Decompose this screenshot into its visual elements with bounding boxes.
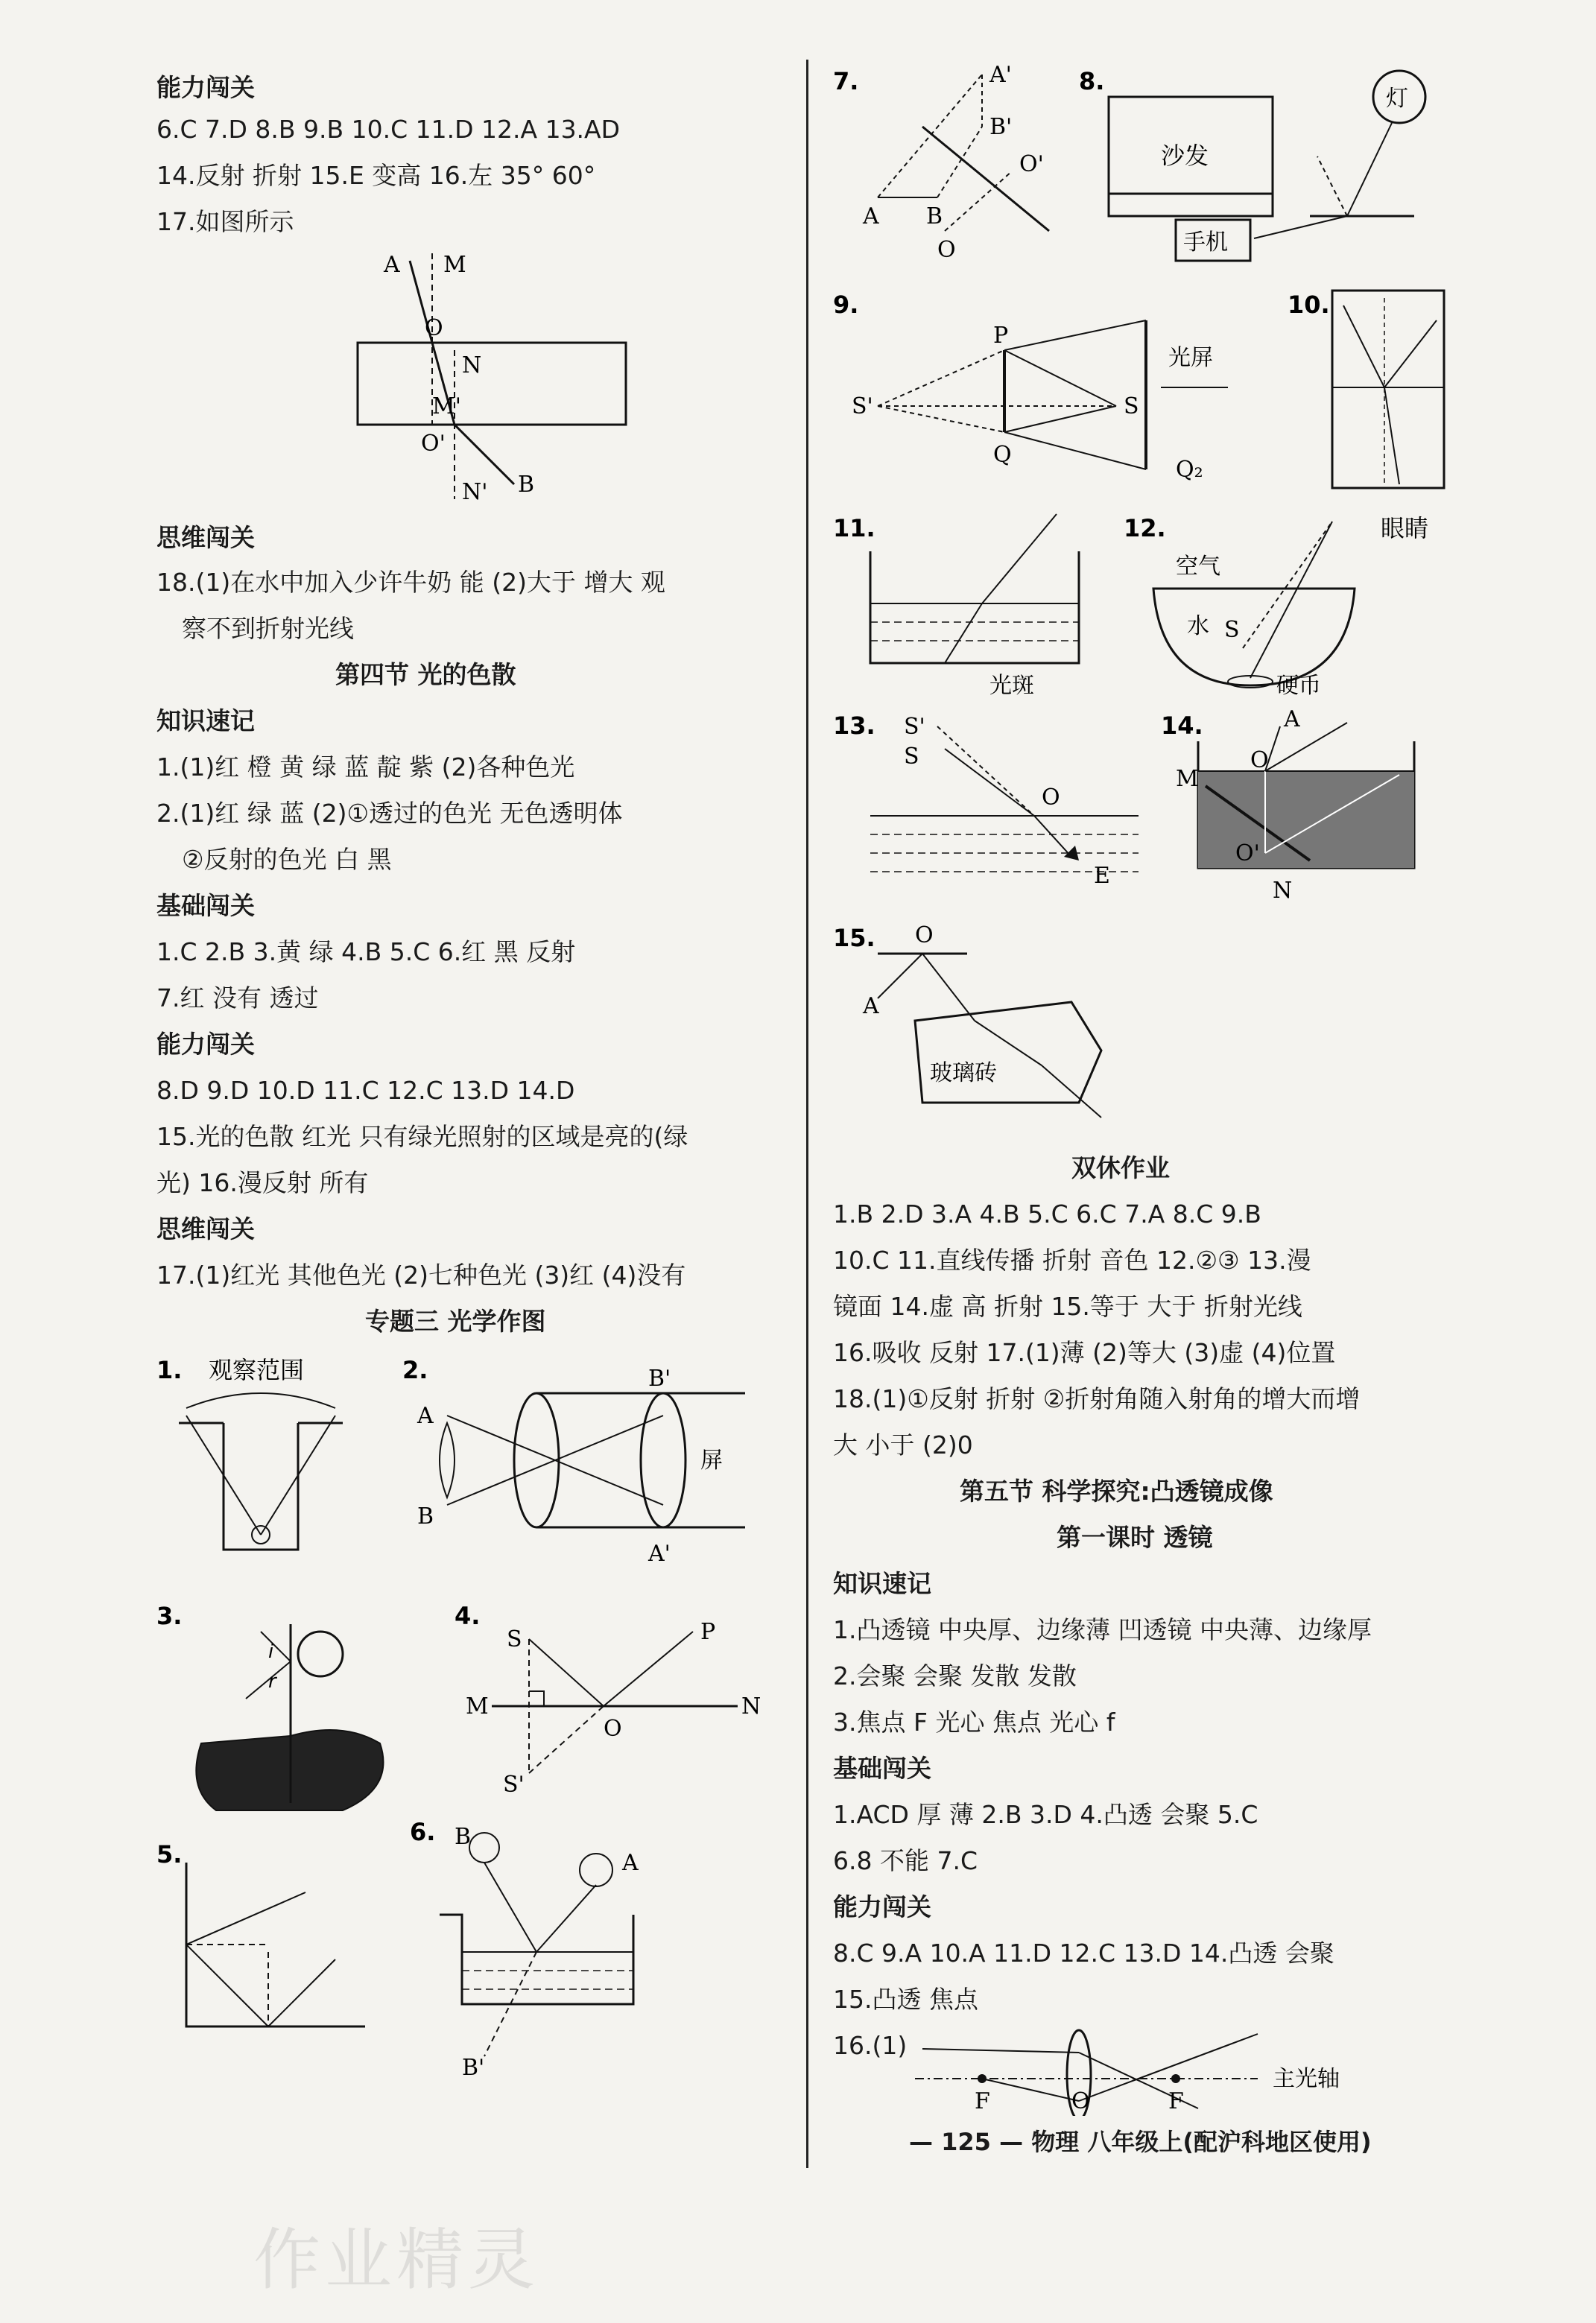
section-heading: 能力闯关 [156, 73, 255, 102]
page-footer: — 125 — 物理 八年级上(配沪科地区使用) [909, 2128, 1372, 2156]
label-M-prime: M' [432, 393, 461, 419]
answer-line: 8.D 9.D 10.D 11.C 12.C 13.D 14.D [156, 1076, 575, 1105]
label-N: N [1273, 878, 1293, 904]
label-S-prime: S' [904, 714, 925, 740]
answer-line: 17.如图所示 [156, 207, 294, 236]
answer-line: 1.C 2.B 3.黄 绿 4.B 5.C 6.红 黑 反射 [156, 937, 576, 966]
label-B: B [518, 472, 535, 498]
label-O: O [915, 922, 934, 948]
column-divider [806, 60, 808, 2168]
label-r: r [268, 1670, 276, 1693]
answer-line: 1.B 2.D 3.A 4.B 5.C 6.C 7.A 8.C 9.B [833, 1199, 1261, 1229]
section-title: 专题三 光学作图 [365, 1307, 546, 1336]
label-A-prime: A' [648, 1541, 671, 1567]
fig-number: 7. [833, 67, 859, 95]
label-O: O [604, 1716, 622, 1742]
sofa-label: 沙发 [1161, 142, 1209, 170]
coin-label: 硬币 [1276, 673, 1321, 699]
answer-line: 察不到折射光线 [182, 614, 354, 643]
label-F-left: F [975, 2088, 990, 2114]
figure-12-coin-bowl [1124, 507, 1466, 700]
answer-line: 17.(1)红光 其他色光 (2)七种色光 (3)红 (4)没有 [156, 1261, 686, 1290]
label-screen: 屏 [700, 1448, 723, 1474]
girl-icon [298, 1632, 343, 1676]
label-A: A [417, 1403, 434, 1429]
air-label: 空气 [1176, 554, 1220, 580]
glass-brick-label: 玻璃砖 [930, 1060, 997, 1086]
figure-9-screen [833, 283, 1280, 499]
light-screen-label: 光屏 [1168, 345, 1213, 371]
candle-flame-icon [440, 1423, 455, 1498]
label-O: O [1250, 747, 1269, 773]
moon-icon [469, 1833, 499, 1863]
fig-number: 9. [833, 291, 859, 319]
label-B: B [417, 1503, 434, 1530]
label-M: M [443, 252, 466, 278]
answer-line: 1.(1)红 橙 黄 绿 蓝 靛 紫 (2)各种色光 [156, 752, 575, 782]
fig-number: 4. [455, 1602, 481, 1630]
label-E: E [1094, 863, 1110, 889]
answer-line: 16.(1) [833, 2031, 908, 2060]
label-A: A [863, 203, 879, 229]
answer-line: 10.C 11.直线传播 折射 音色 12.②③ 13.漫 [833, 1246, 1311, 1275]
section-title: 第四节 光的色散 [335, 660, 516, 689]
fig-number: 5. [156, 1840, 183, 1869]
figure-17-refraction [350, 246, 693, 514]
figure-5-corner-mirror [156, 1833, 380, 2056]
label-O-prime: O' [1235, 840, 1260, 866]
section-heading: 思维闯关 [156, 1214, 255, 1243]
label-S: S [904, 744, 919, 770]
fig-title: 观察范围 [209, 1356, 305, 1384]
section-heading: 基础闯关 [156, 891, 255, 920]
label-N: N [462, 352, 482, 378]
answer-line: 15.凸透 焦点 [833, 1985, 978, 2014]
section-heading: 能力闯关 [156, 1030, 255, 1059]
light-spot-label: 光斑 [989, 673, 1034, 699]
figure-15-glass-brick [833, 916, 1146, 1125]
answer-line: 14.反射 折射 15.E 变高 16.左 35° 60° [156, 161, 596, 190]
figure-13-fish [833, 704, 1146, 898]
monkey-icon [580, 1854, 612, 1886]
label-O: O [425, 315, 443, 341]
label-A: A [622, 1850, 639, 1876]
answer-line: 18.(1)在水中加入少许牛奶 能 (2)大于 增大 观 [156, 568, 665, 597]
figure-11-light-spot [833, 507, 1116, 700]
fig-number: 11. [833, 514, 875, 542]
answer-line: 15.光的色散 红光 只有绿光照射的区域是亮的(绿 [156, 1122, 688, 1151]
section-title: 第一课时 透镜 [1057, 1523, 1213, 1552]
label-M: M [1176, 766, 1199, 792]
fig-number: 2. [402, 1356, 428, 1384]
section-heading: 知识速记 [833, 1569, 931, 1598]
figure-6-water-reflection [410, 1810, 723, 2079]
answer-line: 18.(1)①反射 折射 ②折射角随入射角的增大而增 [833, 1384, 1361, 1413]
label-O-prime: O' [421, 431, 446, 457]
label-S-prime: S' [852, 393, 873, 419]
principal-axis-label: 主光轴 [1273, 2066, 1340, 2092]
label-S: S [1124, 393, 1139, 419]
section-heading: 知识速记 [156, 706, 255, 735]
label-N: N [741, 1693, 761, 1720]
phone-label: 手机 [1183, 229, 1228, 256]
label-i: i [268, 1641, 274, 1663]
label-P: P [993, 323, 1009, 349]
label-B: B [926, 203, 943, 229]
answer-line: 1.凸透镜 中央厚、边缘薄 凹透镜 中央薄、边缘厚 [833, 1615, 1372, 1644]
eye-label: 眼睛 [1381, 514, 1429, 542]
water-label: 水 [1187, 613, 1209, 639]
label-S-prime: S' [503, 1772, 525, 1798]
fig-number: 1. [156, 1356, 183, 1384]
figure-3-mirror-girl [156, 1594, 402, 1818]
answer-line: 8.C 9.A 10.A 11.D 12.C 13.D 14.凸透 会聚 [833, 1939, 1334, 1968]
section-heading: 能力闯关 [833, 1892, 931, 1921]
figure-4-plane-mirror [455, 1594, 767, 1818]
section-heading: 思维闯关 [156, 523, 255, 552]
answer-line: 3.焦点 F 光心 焦点 光心 f [833, 1708, 1115, 1737]
label-Q: Q [993, 442, 1012, 468]
figure-10-glass [1288, 283, 1459, 499]
figure-8-sofa-lamp [1079, 60, 1451, 283]
fig-number: 8. [1079, 67, 1105, 95]
fig-number: 12. [1124, 514, 1166, 542]
answer-line: ②反射的色光 白 黑 [182, 845, 392, 874]
answer-line: 光) 16.漫反射 所有 [156, 1168, 369, 1197]
fig-number: 10. [1288, 291, 1330, 319]
label-S: S [507, 1626, 522, 1652]
section-heading: 基础闯关 [833, 1754, 931, 1783]
answer-line: 6.8 不能 7.C [833, 1846, 978, 1875]
label-B-prime: B' [648, 1366, 671, 1392]
answer-line: 7.红 没有 透过 [156, 983, 319, 1012]
label-O-prime: O' [1019, 151, 1044, 177]
figure-14-water-mirror [1161, 704, 1459, 905]
label-P: P [700, 1619, 716, 1645]
figure-2-pinhole [402, 1349, 760, 1572]
label-B-prime: B' [462, 2055, 485, 2079]
label-A: A [1284, 706, 1300, 732]
fig-number: 6. [410, 1818, 436, 1846]
answer-line: 6.C 7.D 8.B 9.B 10.C 11.D 12.A 13.AD [156, 115, 621, 144]
answer-line: 16.吸收 反射 17.(1)薄 (2)等大 (3)虚 (4)位置 [833, 1338, 1336, 1367]
label-A-prime: A' [989, 62, 1012, 88]
watermark: 作业精灵 [253, 2221, 539, 2299]
answer-line: 2.会聚 会聚 发散 发散 [833, 1661, 1077, 1690]
label-S: S [1224, 617, 1240, 643]
figure-7-mirror-image [833, 60, 1079, 268]
section-title: 双休作业 [1071, 1153, 1170, 1182]
label-O: O [1071, 2088, 1090, 2114]
fig-number: 13. [833, 712, 875, 740]
label-M: M [466, 1693, 489, 1720]
label-A: A [384, 252, 400, 278]
figure-16-convex-lens [900, 2026, 1437, 2116]
lamp-label: 灯 [1386, 86, 1408, 112]
answer-line: 镜面 14.虚 高 折射 15.等于 大于 折射光线 [833, 1292, 1302, 1321]
label-O: O [937, 237, 956, 263]
answer-line: 1.ACD 厚 薄 2.B 3.D 4.凸透 会聚 5.C [833, 1800, 1258, 1829]
label-N-prime: N' [462, 479, 488, 505]
label-A: A [863, 993, 879, 1019]
label-O: O [1042, 785, 1060, 811]
label-B-prime: B' [989, 114, 1013, 140]
fig-number: 15. [833, 924, 875, 952]
label-Q2: Q₂ [1176, 457, 1203, 483]
answer-line: 大 小于 (2)0 [833, 1430, 973, 1460]
label-B: B [455, 1824, 472, 1850]
answer-line: 2.(1)红 绿 蓝 (2)①透过的色光 无色透明体 [156, 799, 623, 828]
section-title: 第五节 科学探究:凸透镜成像 [960, 1477, 1273, 1506]
fig-number: 14. [1161, 712, 1203, 740]
label-F-right: F [1168, 2088, 1184, 2114]
fig-number: 3. [156, 1602, 183, 1630]
figure-1-view-range [156, 1349, 380, 1572]
